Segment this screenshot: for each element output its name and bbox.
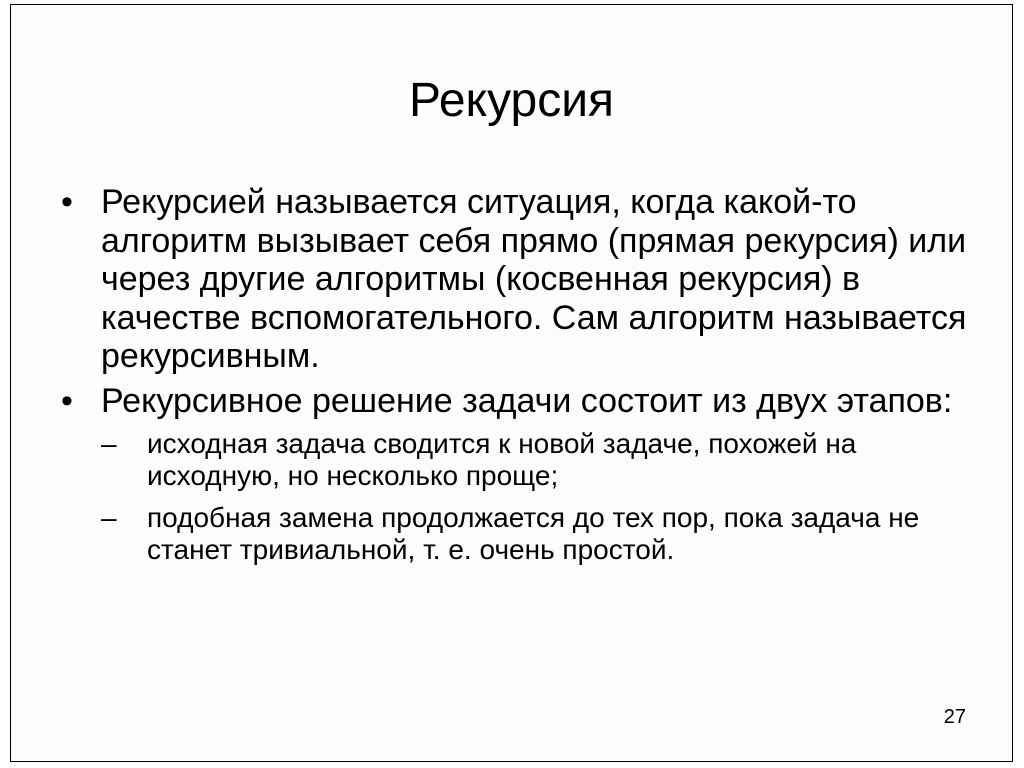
bullet-text: Рекурсивное решение задачи состоит из двух этапов: — [101, 381, 953, 420]
bullet-marker: • — [61, 183, 73, 221]
bullet-text: Рекурсией называется ситуация, когда какой-то алгоритм вызывает себя прямо (прямая рекурсия) или через другие алгоритмы (косвенная рекурсия) в качестве вспомогательного. Сам алгоритм называется рекурсивным. — [101, 183, 967, 375]
sub-bullet-item-reduction — [101, 428, 978, 492]
bullet-marker: • — [61, 381, 73, 420]
slide-body — [53, 183, 978, 576]
dash-marker: – — [101, 502, 117, 533]
sub-bullet-item-repetition — [101, 502, 978, 566]
dash-marker: – — [101, 428, 117, 459]
sub-bullet-text: подобная замена продолжается до тех пор, пока задача не станет тривиальной, т. е. очень простой. — [147, 502, 920, 565]
bullet-item-definition — [53, 183, 978, 376]
sub-bullet-list — [101, 428, 978, 566]
bullet-item-stages — [53, 382, 978, 421]
slide-title: Рекурсия — [408, 74, 615, 127]
sub-bullet-text: исходная задача сводится к новой задаче, похожей на исходную, но несколько проще; — [147, 428, 857, 491]
page-number: 27 — [943, 706, 966, 728]
slide — [10, 4, 1013, 762]
